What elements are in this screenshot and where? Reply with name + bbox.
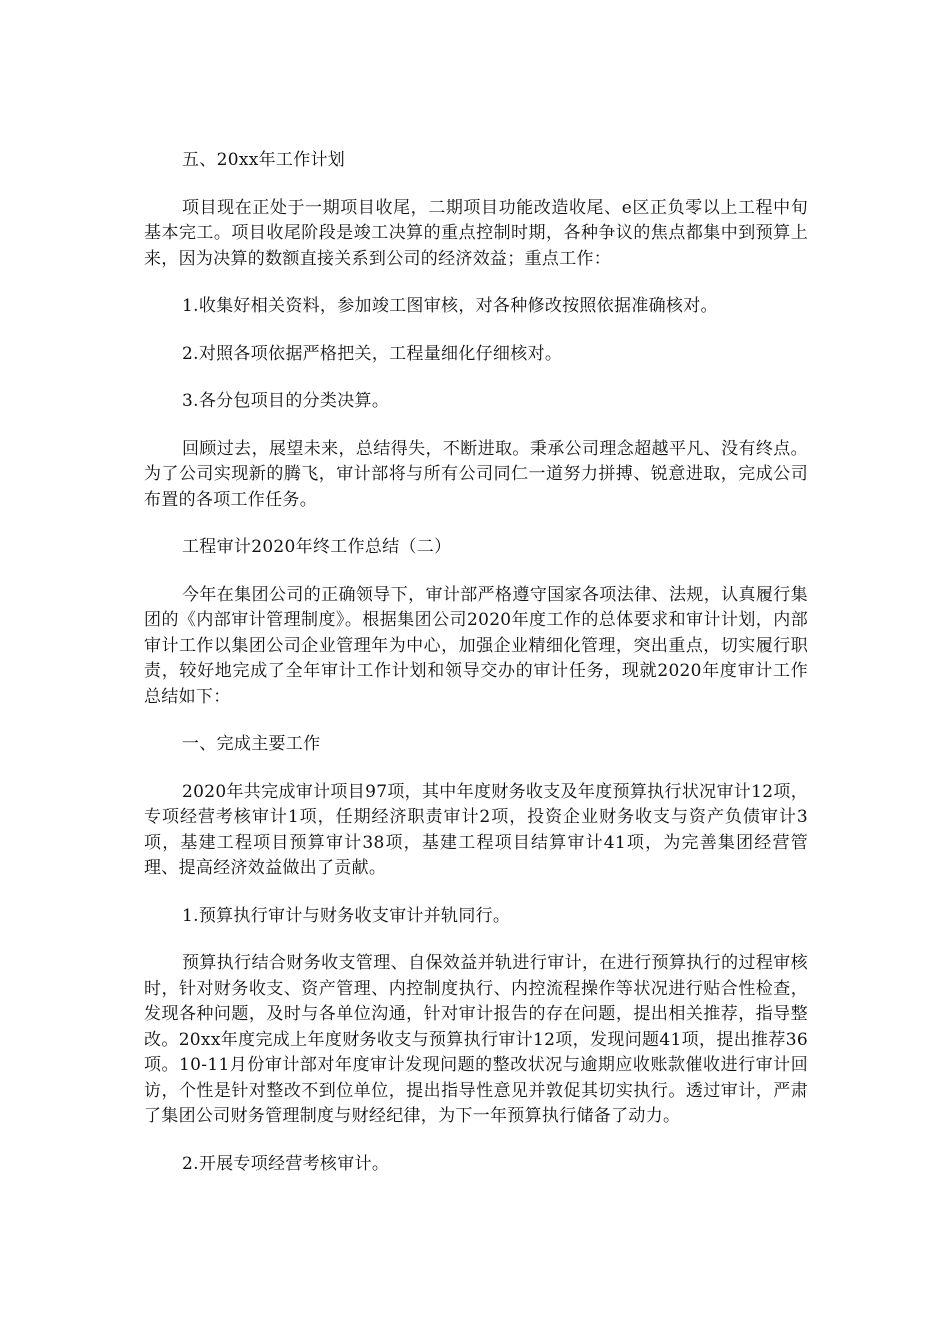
document-body (144, 148, 808, 1199)
paragraph-audit-summary: 2020年共完成审计项目97项，其中年度财务收支及年度预算执行状况审计12项，专项经营考核审计1项，任期经济职责审计2项，投资企业财务收支与资产负债审计3项，基建工程项目预算审计38项，基建工程项目结算审计41项，为完善集团经营管理、提高经济效益做出了贡献。 (144, 781, 808, 878)
section-heading-main-work: 一、完成主要工作 (182, 734, 321, 754)
paragraph-intro: 今年在集团公司的正确领导下，审计部严格遵守国家各项法律、法规，认真履行集团的《内部审计管理制度》。根据集团公司2020年度工作的总体要求和审计计划，内部审计工作以集团公司企业管理年为中心，加强企业精细化管理，突出重点，切实履行职责，较好地完成了全年审计工作计划和领导交办的审计任务，现就2020年度审计工作总结如下： (144, 584, 808, 707)
paragraph-budget-audit-detail: 预算执行结合财务收支管理、自保效益并轨进行审计，在进行预算执行的过程审核时，针对财务收支、资产管理、内控制度执行、内控流程操作等状况进行贴合性检查，发现各种问题，及时与各单位沟通，针对审计报告的存在问题，提出相关推荐，指导整改。20xx年度完成上年度财务收支与预算执行审计12项，发现问题41项，提出推荐36项。10-11月份审计部对年度审计发现问题的整改状况与逾期应收账款催收进行审计回访，个性是针对整改不到位单位，提出指导性意见并敦促其切实执行。透过审计，严肃了集团公司财务管理制度与财经纪律，为下一年预算执行储备了动力。 (144, 953, 808, 1126)
list-item-subcontract-settlement: 3.各分包项目的分类决算。 (182, 391, 390, 411)
list-item-strict-check: 2.对照各项依据严格把关，工程量细化仔细核对。 (182, 343, 563, 364)
paragraph-review-outlook: 回顾过去，展望未来，总结得失，不断进取。秉承公司理念超越平凡、没有终点。为了公司实现新的腾飞，审计部将与所有公司同仁一道努力拼搏、锐意进取，完成公司布置的各项工作任务。 (144, 438, 808, 510)
document-title-part-two: 工程审计2020年终工作总结（二） (182, 537, 452, 557)
paragraph-project-status: 项目现在正处于一期项目收尾，二期项目功能改造收尾、e区正负零以上工程中旬基本完工。项目收尾阶段是竣工决算的重点控制时期，各种争议的焦点都集中到预算上来，因为决算的数额直接关系到公司的经济效益；重点工作： (144, 197, 808, 269)
section-heading-work-plan: 五、20xx年工作计划 (182, 150, 346, 170)
subheading-special-audit: 2.开展专项经营考核审计。 (182, 1153, 390, 1174)
list-item-collect-materials: 1.收集好相关资料，参加竣工图审核，对各种修改按照依据准确核对。 (182, 296, 718, 316)
subheading-budget-audit: 1.预算执行审计与财务收支审计并轨同行。 (182, 905, 511, 926)
